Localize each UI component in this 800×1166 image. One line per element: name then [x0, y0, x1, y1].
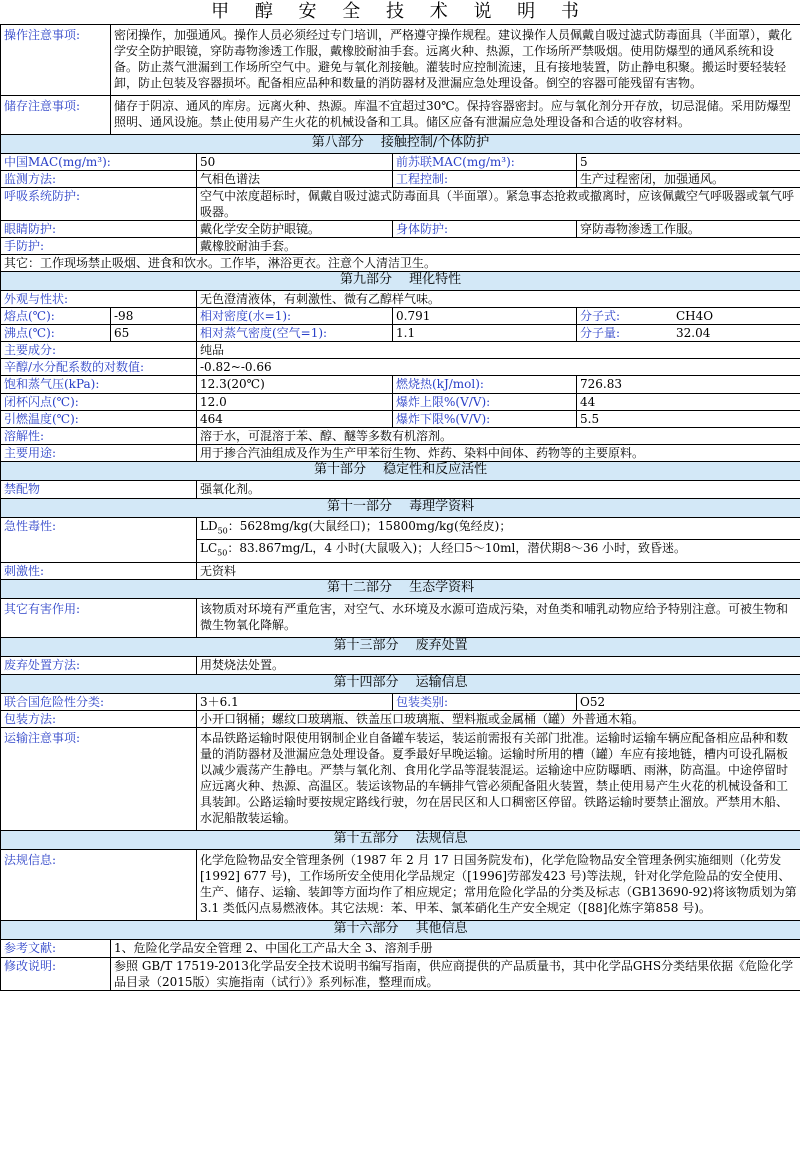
boiling-point-value: 65 [111, 325, 197, 342]
molecular-weight-cell [577, 325, 800, 342]
heat-of-combustion-label: 燃烧热(kJ/mol): [393, 376, 577, 394]
storage-text: 储存于阴凉、通风的库房。远离火种、热源。库温不宜超过30℃。保持容器密封。应与氧化剂分开存放，切忌混储。采用防爆型照明、通风设施。禁止使用易产生火花的机械设备和工具。储区应备有泄漏应急处理设备和合适的收容材料。 [111, 96, 800, 135]
flash-point-label: 闭杯闪点(℃): [1, 394, 197, 411]
disposal-method-value: 用焚烧法处置。 [197, 656, 800, 674]
lc50-value [197, 540, 800, 562]
mac-ussr-value: 5 [577, 154, 800, 171]
msds-table [0, 24, 800, 991]
log-kow-label: 辛醇/水分配系数的对数值: [1, 359, 197, 376]
body-protection-value: 穿防毒物渗透工作服。 [577, 221, 800, 238]
storage-row [1, 96, 800, 135]
irritation-label: 刺激性: [1, 562, 197, 579]
hand-protection-label: 手防护: [1, 238, 197, 255]
main-use-value: 用于掺合汽油组成及作为生产甲苯衍生物、炸药、染料中间体、药物等的主要原料。 [197, 445, 800, 462]
relative-density-water-value: 0.791 [393, 308, 577, 325]
formula-label: 分子式: [580, 309, 621, 323]
ld50-prefix: LD [200, 519, 218, 533]
references-label: 参考文献: [1, 939, 111, 957]
molecular-weight-value: 32.04 [676, 326, 711, 340]
appearance-value: 无色澄清液体，有刺激性、微有乙醇样气味。 [197, 291, 800, 308]
mac-china-value: 50 [197, 154, 393, 171]
solubility-label: 溶解性: [1, 428, 197, 445]
formula-cell [577, 308, 800, 325]
irritation-value: 无资料 [197, 562, 800, 579]
melting-point-label: 熔点(℃): [1, 308, 111, 325]
document-title: 甲 醇 安 全 技 术 说 明 书 [211, 1, 589, 22]
section-9-header: 第九部分 理化特性 [1, 272, 800, 291]
section-11-header: 第十一部分 毒理学资料 [1, 499, 800, 518]
section-15-header: 第十五部分 法规信息 [1, 830, 800, 849]
composition-value: 纯品 [197, 342, 800, 359]
formula-value: CH4O [676, 309, 714, 323]
packing-category-label: 包装类别: [393, 693, 577, 710]
respiratory-protection-value: 空气中浓度超标时，佩戴自吸过滤式防毒面具（半面罩）。紧急事态抢救或撤离时，应该佩戴空气呼吸器或氧气呼吸器。 [197, 188, 800, 221]
section-8-header: 第八部分 接触控制/个体防护 [1, 135, 800, 154]
other-harm-value: 该物质对环境有严重危害，对空气、水环境及水源可造成污染，对鱼类和哺乳动物应给予特别注意。可被生物和微生物氧化降解。 [197, 598, 800, 637]
eye-protection-label: 眼睛防护: [1, 221, 197, 238]
ignition-temperature-label: 引燃温度(℃): [1, 411, 197, 428]
upper-explosive-limit-value: 44 [577, 394, 800, 411]
lc50-text: ：83.867mg/L，4 小时(大鼠吸入)；人经口5～10ml，潜伏期8～36 小时，致昏迷。 [227, 541, 687, 556]
lc50-prefix: LC [200, 541, 218, 556]
ld50-value [197, 518, 800, 540]
boiling-point-label: 沸点(℃): [1, 325, 111, 342]
lower-explosive-limit-value: 5.5 [577, 411, 800, 428]
disposal-method-label: 废弃处置方法: [1, 656, 197, 674]
revision-note-label: 修改说明: [1, 957, 111, 990]
composition-label: 主要成分: [1, 342, 197, 359]
un-hazard-class-value: 3＋6.1 [197, 693, 393, 710]
transport-precautions-value: 本品铁路运输时限使用钢制企业自备罐车装运，装运前需报有关部门批准。运输时运输车辆应配备相应品种和数量的消防器材及泄漏应急处理设备。夏季最好早晚运输。运输时所用的槽（罐）车应有接地链，槽内可设孔隔板以减少震荡产生静电。严禁与氧化剂、食用化学品等混装混运。运输途中应防曝晒、雨淋，防高温。中途停留时应远离火种、热源、高温区。装运该物品的车辆排气管必须配备阻火装置，禁止使用易产生火花的机械设备和工具装卸。公路运输时要按规定路线行驶，勿在居民区和人口稠密区停留。铁路运输时要禁止溜放。严禁用木船、水泥船散装运输。 [197, 727, 800, 830]
packing-method-label: 包装方法: [1, 710, 197, 727]
engineering-control-value: 生产过程密闭，加强通风。 [577, 171, 800, 188]
un-hazard-class-label: 联合国危险性分类: [1, 693, 197, 710]
body-protection-label: 身体防护: [393, 221, 577, 238]
packing-method-value: 小开口钢桶；螺纹口玻璃瓶、铁盖压口玻璃瓶、塑料瓶或金属桶（罐）外普通木箱。 [197, 710, 800, 727]
other-harm-label: 其它有害作用: [1, 598, 197, 637]
appearance-label: 外观与性状: [1, 291, 197, 308]
upper-explosive-limit-label: 爆炸上限%(V/V): [393, 394, 577, 411]
relative-density-air-label: 相对蒸气密度(空气=1): [197, 325, 393, 342]
handling-text: 密闭操作，加强通风。操作人员必须经过专门培训，严格遵守操作规程。建议操作人员佩戴自吸过滤式防毒面具（半面罩），戴化学安全防护眼镜，穿防毒物渗透工作服，戴橡胶耐油手套。远离火种、热源，工作场所严禁吸烟。使用防爆型的通风系统和设备。防止蒸气泄漏到工作场所空气中。避免与氧化剂接触。灌装时应控制流速，且有接地装置，防止静电积聚。搬运时要轻装轻卸，防止包装及容器损坏。配备相应品种和数量的消防器材及泄漏应急处理设备。倒空的容器可能残留有害物。 [111, 25, 800, 96]
respiratory-protection-label: 呼吸系统防护: [1, 188, 197, 221]
section-14-header: 第十四部分 运输信息 [1, 674, 800, 693]
log-kow-value: -0.82~-0.66 [197, 359, 800, 376]
hand-protection-value: 戴橡胶耐油手套。 [197, 238, 800, 255]
vapor-pressure-value: 12.3(20℃) [197, 376, 393, 394]
heat-of-combustion-value: 726.83 [577, 376, 800, 394]
regulatory-info-label: 法规信息: [1, 849, 197, 920]
engineering-control-label: 工程控制: [393, 171, 577, 188]
ld50-subscript: 50 [217, 526, 228, 536]
molecular-weight-label: 分子量: [580, 326, 621, 340]
section-13-header: 第十三部分 废弃处置 [1, 637, 800, 656]
section-10-header: 第十部分 稳定性和反应活性 [1, 462, 800, 481]
relative-density-water-label: 相对密度(水=1): [197, 308, 393, 325]
ignition-temperature-value: 464 [197, 411, 393, 428]
references-value: 1、危险化学品安全管理 2、中国化工产品大全 3、溶剂手册 [111, 939, 800, 957]
revision-note-value: 参照 GB/T 17519-2013化学品安全技术说明书编写指南，供应商提供的产品质量书，其中化学品GHS分类结果依据《危险化学品目录（2015版）实施指南（试行）》系列标准，整理而成。 [111, 957, 800, 990]
flash-point-value: 12.0 [197, 394, 393, 411]
packing-category-value: O52 [577, 693, 800, 710]
handling-row [1, 25, 800, 96]
mac-ussr-label: 前苏联MAC(mg/m³): [393, 154, 577, 171]
section-12-header: 第十二部分 生态学资料 [1, 579, 800, 598]
ld50-text: ：5628mg/kg(大鼠经口)；15800mg/kg(兔经皮)； [227, 519, 512, 533]
handling-label: 操作注意事项: [1, 25, 111, 96]
lower-explosive-limit-label: 爆炸下限%(V/V): [393, 411, 577, 428]
acute-toxicity-label: 急性毒性: [1, 518, 197, 563]
mac-china-label: 中国MAC(mg/m³): [1, 154, 197, 171]
other-protection-text: 其它：工作现场禁止吸烟、进食和饮水。工作毕，淋浴更衣。注意个人清洁卫生。 [1, 255, 800, 272]
relative-density-air-value: 1.1 [393, 325, 577, 342]
monitor-method-label: 监测方法: [1, 171, 197, 188]
section-16-header: 第十六部分 其他信息 [1, 920, 800, 939]
transport-precautions-label: 运输注意事项: [1, 727, 197, 830]
incompatible-materials-label: 禁配物 [1, 481, 197, 499]
main-use-label: 主要用途: [1, 445, 197, 462]
incompatible-materials-value: 强氧化剂。 [197, 481, 800, 499]
solubility-value: 溶于水，可混溶于苯、醇、醚等多数有机溶剂。 [197, 428, 800, 445]
melting-point-value: -98 [111, 308, 197, 325]
vapor-pressure-label: 饱和蒸气压(kPa): [1, 376, 197, 394]
lc50-subscript: 50 [217, 548, 228, 558]
monitor-method-value: 气相色谱法 [197, 171, 393, 188]
eye-protection-value: 戴化学安全防护眼镜。 [197, 221, 393, 238]
regulatory-info-value: 化学危险物品安全管理条例（1987 年 2 月 17 日国务院发布)，化学危险物品安全管理条例实施细则（化劳发[1992] 677 号)，工作场所安全使用化学品规定（[1996]劳部发423 号)等法规，针对化学危险品的安全使用、生产、储存、运输、装卸等方面均作了相应规定；常用危险化学品的分类及标志（GB13690-92)将该物质划为第3.1 类低闪点易燃液体。其它法规：苯、甲苯、氯苯硝化生产安全规定（[88]化炼字第858 号)。 [197, 849, 800, 920]
storage-label: 储存注意事项: [1, 96, 111, 135]
